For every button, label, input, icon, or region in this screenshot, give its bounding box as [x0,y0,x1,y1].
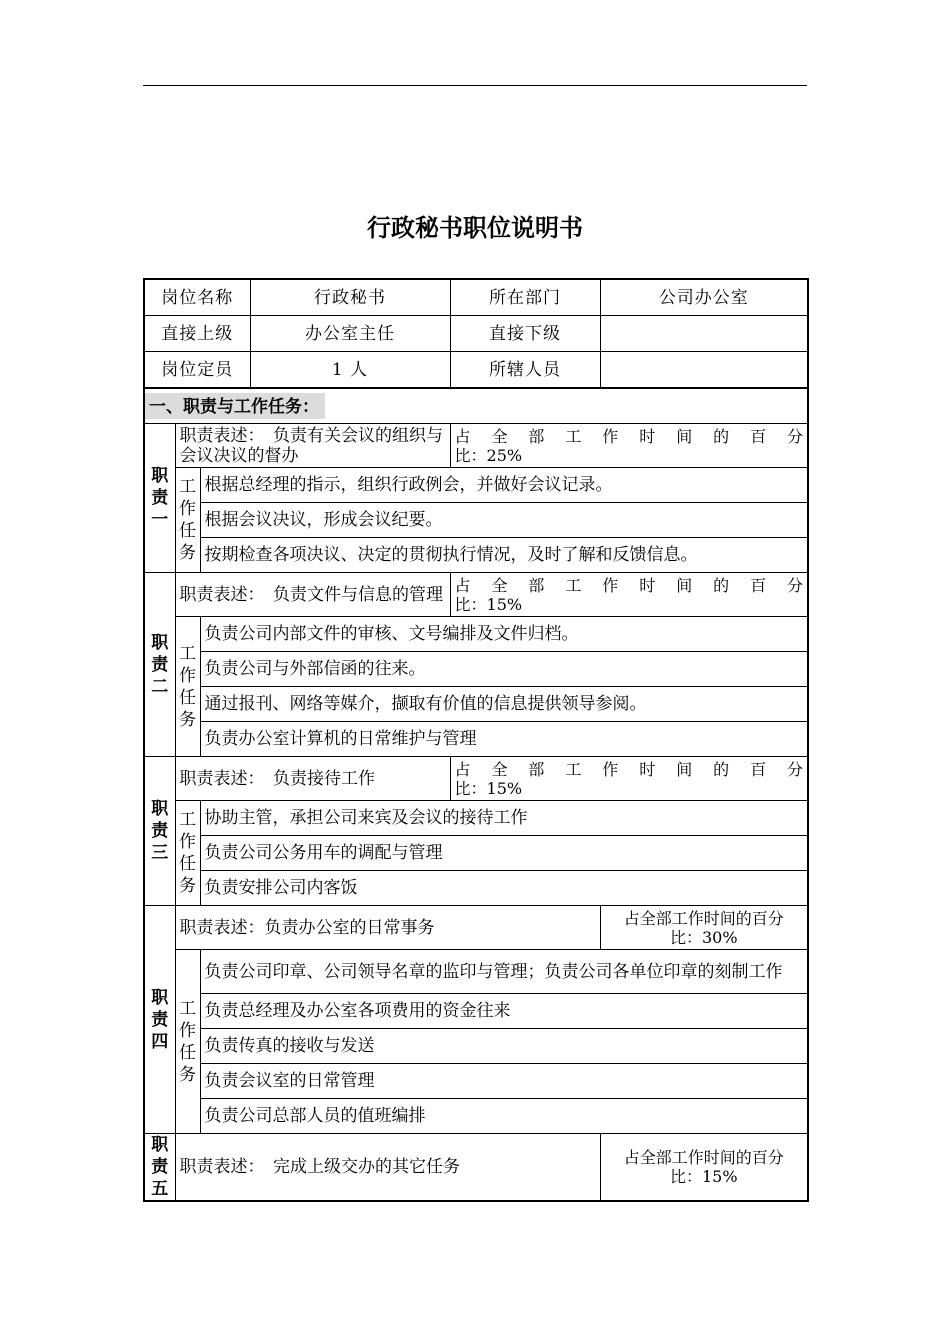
duty-description: 职责表述： 负责文件与信息的管理 [175,573,450,617]
info-value: 公司办公室 [600,279,808,316]
info-value: 办公室主任 [250,316,450,352]
info-value: 行政秘书 [250,279,450,316]
time-percentage: 占全部工作时间的百分 比：30% [600,906,808,950]
duty-description: 职责表述： 完成上级交办的其它任务 [175,1134,600,1202]
task-label: 工 作 任 务 [175,801,200,906]
task-row [144,871,808,906]
duty-row [144,1134,808,1202]
task-item: 协助主管，承担公司来宾及会议的接待工作 [200,801,808,836]
header-rule [143,85,807,86]
info-key: 岗位定员 [144,352,250,389]
task-row [144,468,808,503]
task-row [144,503,808,538]
task-row [144,801,808,836]
task-label: 工 作 任 务 [175,468,200,573]
time-percentage: 占全部工作时间的百分 比：25% [450,424,808,468]
task-row [144,1029,808,1064]
time-percentage: 占全部工作时间的百分 比：15% [600,1134,808,1202]
task-item: 负责公司内部文件的审核、文号编排及文件归档。 [200,617,808,652]
duty-label: 职 责 一 [144,424,175,573]
task-label: 工 作 任 务 [175,950,200,1134]
task-row [144,950,808,994]
time-percentage: 占全部工作时间的百分 比：15% [450,573,808,617]
task-item: 根据会议决议，形成会议纪要。 [200,503,808,538]
info-key: 所在部门 [450,279,600,316]
duty-label: 职 责 三 [144,757,175,906]
section-title: 一、职责与工作任务： [145,393,325,419]
duty-label: 职 责 二 [144,573,175,757]
task-item: 负责公司总部人员的值班编排 [200,1099,808,1134]
task-item: 负责公司公务用车的调配与管理 [200,836,808,871]
task-row [144,994,808,1029]
duty-description: 职责表述： 负责有关会议的组织与会议决议的督办 [175,424,450,468]
info-value [600,352,808,389]
duty-row [144,573,808,617]
time-percentage: 占全部工作时间的百分 比：15% [450,757,808,801]
duty-label: 职 责 五 [144,1134,175,1202]
task-item: 负责总经理及办公室各项费用的资金往来 [200,994,808,1029]
task-row [144,722,808,757]
task-row [144,687,808,722]
task-item: 负责办公室计算机的日常维护与管理 [200,722,808,757]
document-title: 行政秘书职位说明书 [367,214,583,242]
task-row [144,538,808,573]
task-item: 根据总经理的指示，组织行政例会，并做好会议记录。 [200,468,808,503]
task-row [144,836,808,871]
info-value [600,316,808,352]
info-row [144,352,808,389]
task-item: 负责会议室的日常管理 [200,1064,808,1099]
info-row [144,279,808,316]
task-row [144,1099,808,1134]
task-item: 负责公司与外部信函的往来。 [200,652,808,687]
info-key: 直接上级 [144,316,250,352]
task-item: 通过报刊、网络等媒介，撷取有价值的信息提供领导参阅。 [200,687,808,722]
task-item: 负责传真的接收与发送 [200,1029,808,1064]
duty-description: 职责表述： 负责接待工作 [175,757,450,801]
duty-label: 职 责 四 [144,906,175,1134]
duty-row [144,757,808,801]
info-key: 所辖人员 [450,352,600,389]
info-row [144,316,808,352]
duty-description: 职责表述：负责办公室的日常事务 [175,906,600,950]
duty-row [144,424,808,468]
task-row [144,617,808,652]
task-row [144,1064,808,1099]
job-description-table [143,278,807,1202]
section-row [144,388,808,424]
task-label: 工 作 任 务 [175,617,200,757]
info-key: 岗位名称 [144,279,250,316]
info-key: 直接下级 [450,316,600,352]
task-item: 按期检查各项决议、决定的贯彻执行情况，及时了解和反馈信息。 [200,538,808,573]
task-item: 负责公司印章、公司领导名章的监印与管理；负责公司各单位印章的刻制工作 [200,950,808,994]
task-item: 负责安排公司内客饭 [200,871,808,906]
task-row [144,652,808,687]
info-value: 1 人 [250,352,450,389]
duty-row [144,906,808,950]
